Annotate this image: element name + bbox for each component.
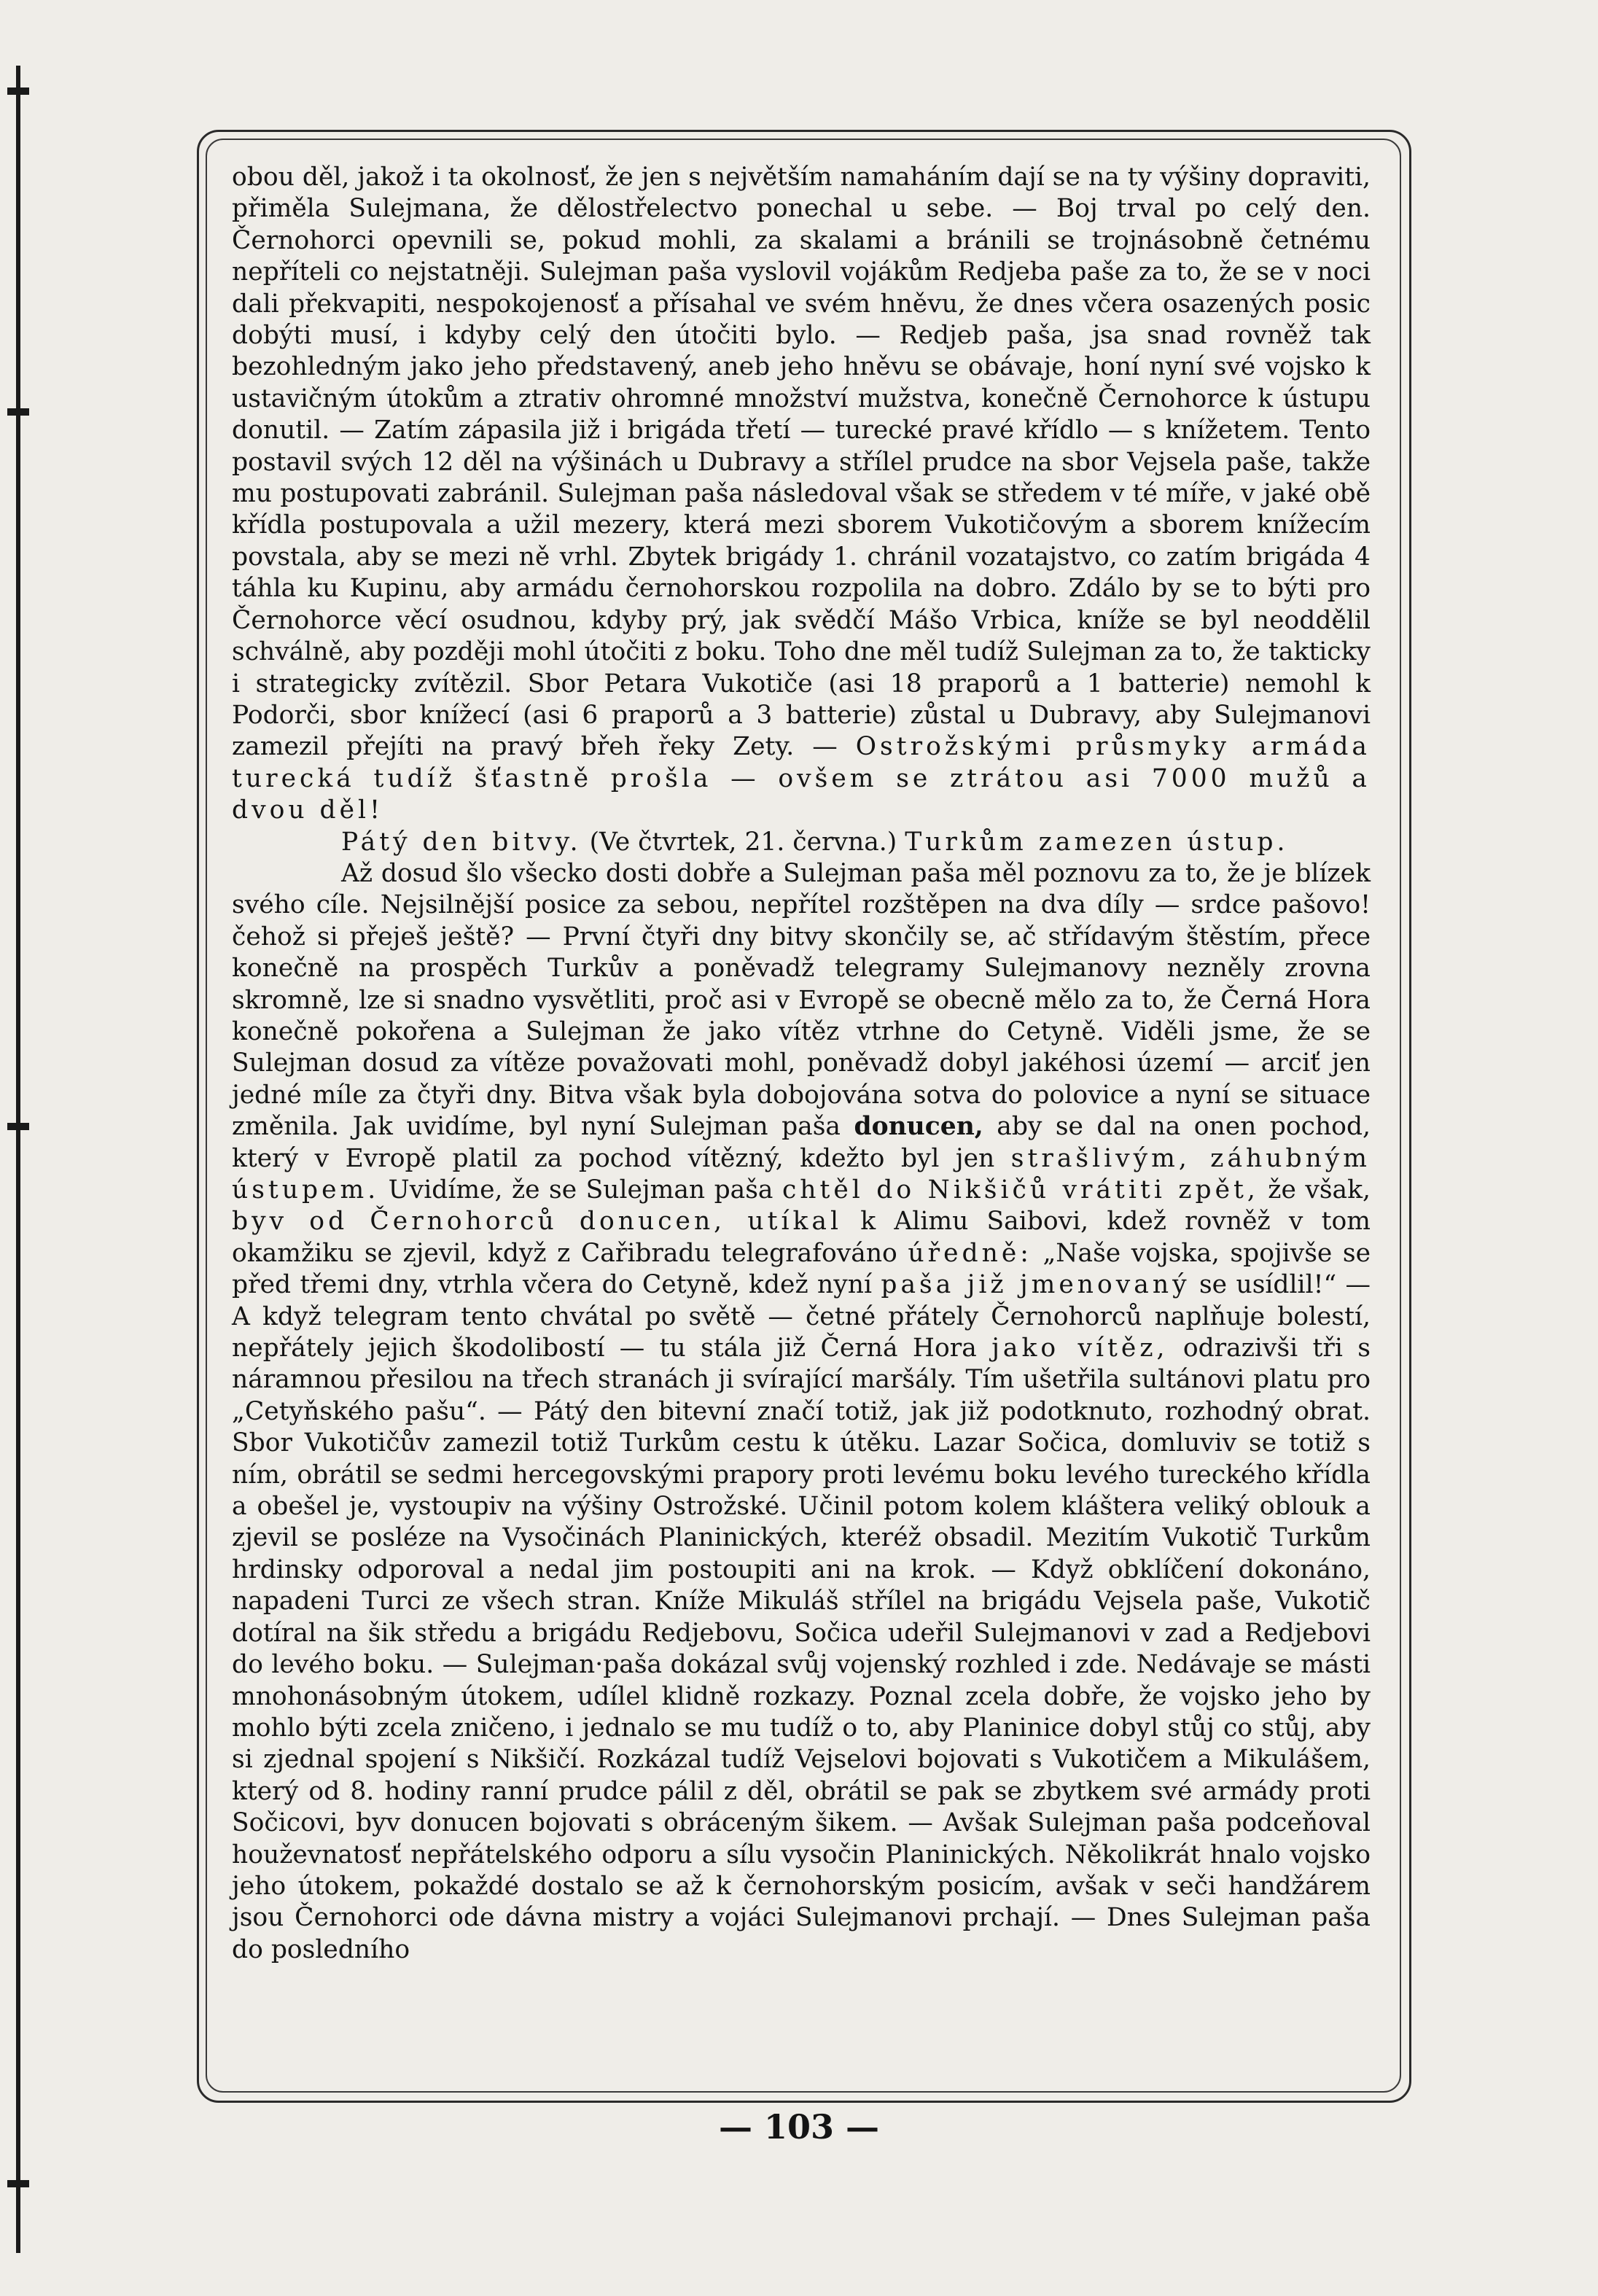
spaced-emphasis: byv od Černohorců donucen, utíkal	[232, 1207, 842, 1237]
binding-edge	[16, 66, 20, 2253]
heading-day: Pátý den bitvy.	[341, 827, 582, 857]
paragraph: obou děl, jakož i ta okolnosť, že jen s největším namaháním dají se na ty výšiny dopraviti, přiměla Sulejmana, že dělostřelectvo ponechal u sebe. — Boj trval po celý den. Černohorci opevnili se, pokud mohli, za skalami a bránili se trojnásobně četnému nepříteli co nejstatněji. Sulejman paša vyslovil vojákům Redjeba paše za to, že se v noci dali překvapiti, nespokojenosť a přísahal ve svém hněvu, že dnes včera osazených posic dobýti musí, i kdyby celý den útočiti bylo. — Redjeb paša, jsa snad rovněž tak bezohledným jako jeho představený, aneb jeho hněvu se obávaje, honí nyní své vojsko k ustavičným útokům a ztrativ ohromné množství mužstva, konečně Černohorce k ústupu donutil. — Zatím zápasila již i brigáda třetí — turecké pravé křídlo — s knížetem. Tento postavil svých 12 děl na výšinách u Dubravy a střílel prudce na sbor Vejsela paše, takže mu postupovati zabránil. Sulejman paša následoval však se středem v té míře, v jaké obě křídla postupovala a užil mezery, která mezi sborem Vukotičovým a sborem knížecím povstala, aby se mezi ně vrhl. Zbytek brigády 1. chránil vozatajstvo, co zatím brigáda 4 táhla ku Kupinu, aby armádu černohorskou rozpolila na dobro. Zdálo by se to býti pro Černohorce věcí osudnou, kdyby prý, jak svědčí Mášo Vrbica, kníže se byl neoddělil schválně, aby později mohl útočiti z boku. Toho dne měl tudíž Sulejman za to, že takticky i strategicky zvítězil. Sbor Petara Vukotiče (asi 18 praporů a 1 batterie) nemohl k Podorči, sbor knížecí (asi 6 praporů a 3 batterie) zůstal u Dubravy, aby Sulejmanovi zamezil přejíti na pravý břeh řeky Zety. — Ostrožskými průsmyky armáda turecká tudíž šťastně prošla — ovšem se ztrátou asi 7000 mužů a dvou děl!	[232, 163, 1371, 825]
section-heading	[232, 827, 1371, 858]
heading-subtitle: Turkům zamezen ústup.	[905, 827, 1289, 857]
heading-date: (Ve čtvrtek, 21. června.)	[589, 827, 897, 857]
spaced-emphasis: strašlivým, záhubným ústupem.	[232, 1143, 1371, 1205]
body-text	[232, 162, 1371, 1966]
binding-mark	[7, 1123, 29, 1130]
paragraph: Až dosud šlo všecko dosti dobře a Sulejman paša měl poznovu za to, že je blízek svého cíle. Nejsilnější posice za sebou, nepřítel rozštěpen na dva díly — srdce pašovo! čehož si přeješ ještě? — První čtyři dny bitvy skončily se, ač střídavým štěstím, přece konečně na prospěch Turkův a poněvadž telegramy Sulejmanovy nezněly zrovna skromně, lze si snadno vysvětliti, proč asi v Evropě se obecně mělo za to, že Černá Hora konečně pokořena a Sulejman že jako vítěz vtrhne do Cetyně. Viděli jsme, že se Sulejman dosud za vítěze považovati mohl, poněvadž dobyl jakéhosi území — arciť jen jedné míle za čtyři dny. Bitva však byla dobojována sotva do polovice a nyní se situace změnila. Jak uvidíme, byl nyní Sulejman paša donucen, aby se dal na onen pochod, který v Evropě platil za pochod vítězný, kdežto byl jen strašlivým, záhubným ústupem. Uvidíme, že se Sulejman paša chtěl do Nikšičů vrátiti zpět, že však, byv od Černohorců donucen, utíkal k Alimu Saibovi, kdež rovněž v tom okamžiku se zjevil, když z Cařibradu telegrafováno úředně: „Naše vojska, spojivše se před třemi dny, vtrhla včera do Cetyně, kdež nyní paša již jmenovaný se usídlil!“ — A když telegram tento chvátal po světě — četné přátely Černohorců naplňuje bolestí, nepřátely jejich škodolibostí — tu stála již Černá Hora jako vítěz, odrazivši tři s náramnou přesilou na třech stranách ji svírající maršály. Tím ušetřila sultánovi platu pro „Cetyňského pašu“. — Pátý den bitevní značí totiž, jak již podotknuto, rozhodný obrat. Sbor Vukotičův zamezil totiž Turkům cestu k útěku. Lazar Sočica, domluviv se totiž s ním, obrátil se sedmi hercegovskými prapory proti levému boku levého tureckého křídla a obešel je, vystoupiv na výšiny Ostrožské. Učinil potom kolem kláštera veliký oblouk a zjevil se posléze na Vysočinách Planinických, kteréž obsadil. Mezitím Vukotič Turkům hrdinsky odporoval a nedal jim postoupiti ani na krok. — Když obklíčení dokonáno, napadeni Turci ze všech stran. Kníže Mikuláš střílel na brigádu Vejsela paše, Vukotič dotíral na šik středu a brigádu Redjebovu, Sočica udeřil Sulejmanovi v zad a Redjebovi do levého boku. — Sulejman·paša dokázal svůj vojenský rozhled i zde. Nedávaje se másti mnohonásobným útokem, udílel klidně rozkazy. Poznal zcela dobře, že vojsko jeho by mohlo býti zcela zničeno, i jednalo se mu tudíž o to, aby Planinice dobyl stůj co stůj, aby si zjednal spojení s Nikšičí. Rozkázal tudíž Vejselovi bojovati s Vukotičem a Mikulášem, který od 8. hodiny ranní prudce pálil z děl, obrátil se pak se zbytkem své armády proti Sočicovi, byv donucen bojovati s obráceným šikem. — Avšak Sulejman paša podceňoval houževnatosť nepřátelského odporu a sílu vysočin Planinických. Několikrát hnalo vojsko jeho útokem, pokaždé dostalo se až k černohorským posicím, avšak v seči handžárem jsou Černohorci ode dávna mistry a vojáci Sulejmanovi prchají. — Dnes Sulejman paša do posledního	[232, 858, 1371, 1964]
page-number: — 103 —	[718, 2107, 880, 2147]
bold-emphasis: donucen,	[854, 1112, 983, 1142]
spaced-emphasis: chtěl do Nikšičů vrátiti zpět,	[782, 1175, 1259, 1205]
binding-mark	[7, 408, 29, 416]
spaced-emphasis: paša již jmenovaný	[881, 1270, 1190, 1300]
binding-mark	[7, 2180, 29, 2187]
binding-mark	[7, 87, 29, 95]
spaced-emphasis: Ostrožskými průsmyky armáda turecká tudíž šťastně prošla — ovšem se ztrátou asi 7000 mužů a dvou děl!	[232, 732, 1371, 825]
spaced-emphasis: jako vítěz,	[991, 1334, 1169, 1363]
spaced-emphasis: úředně:	[908, 1238, 1032, 1268]
